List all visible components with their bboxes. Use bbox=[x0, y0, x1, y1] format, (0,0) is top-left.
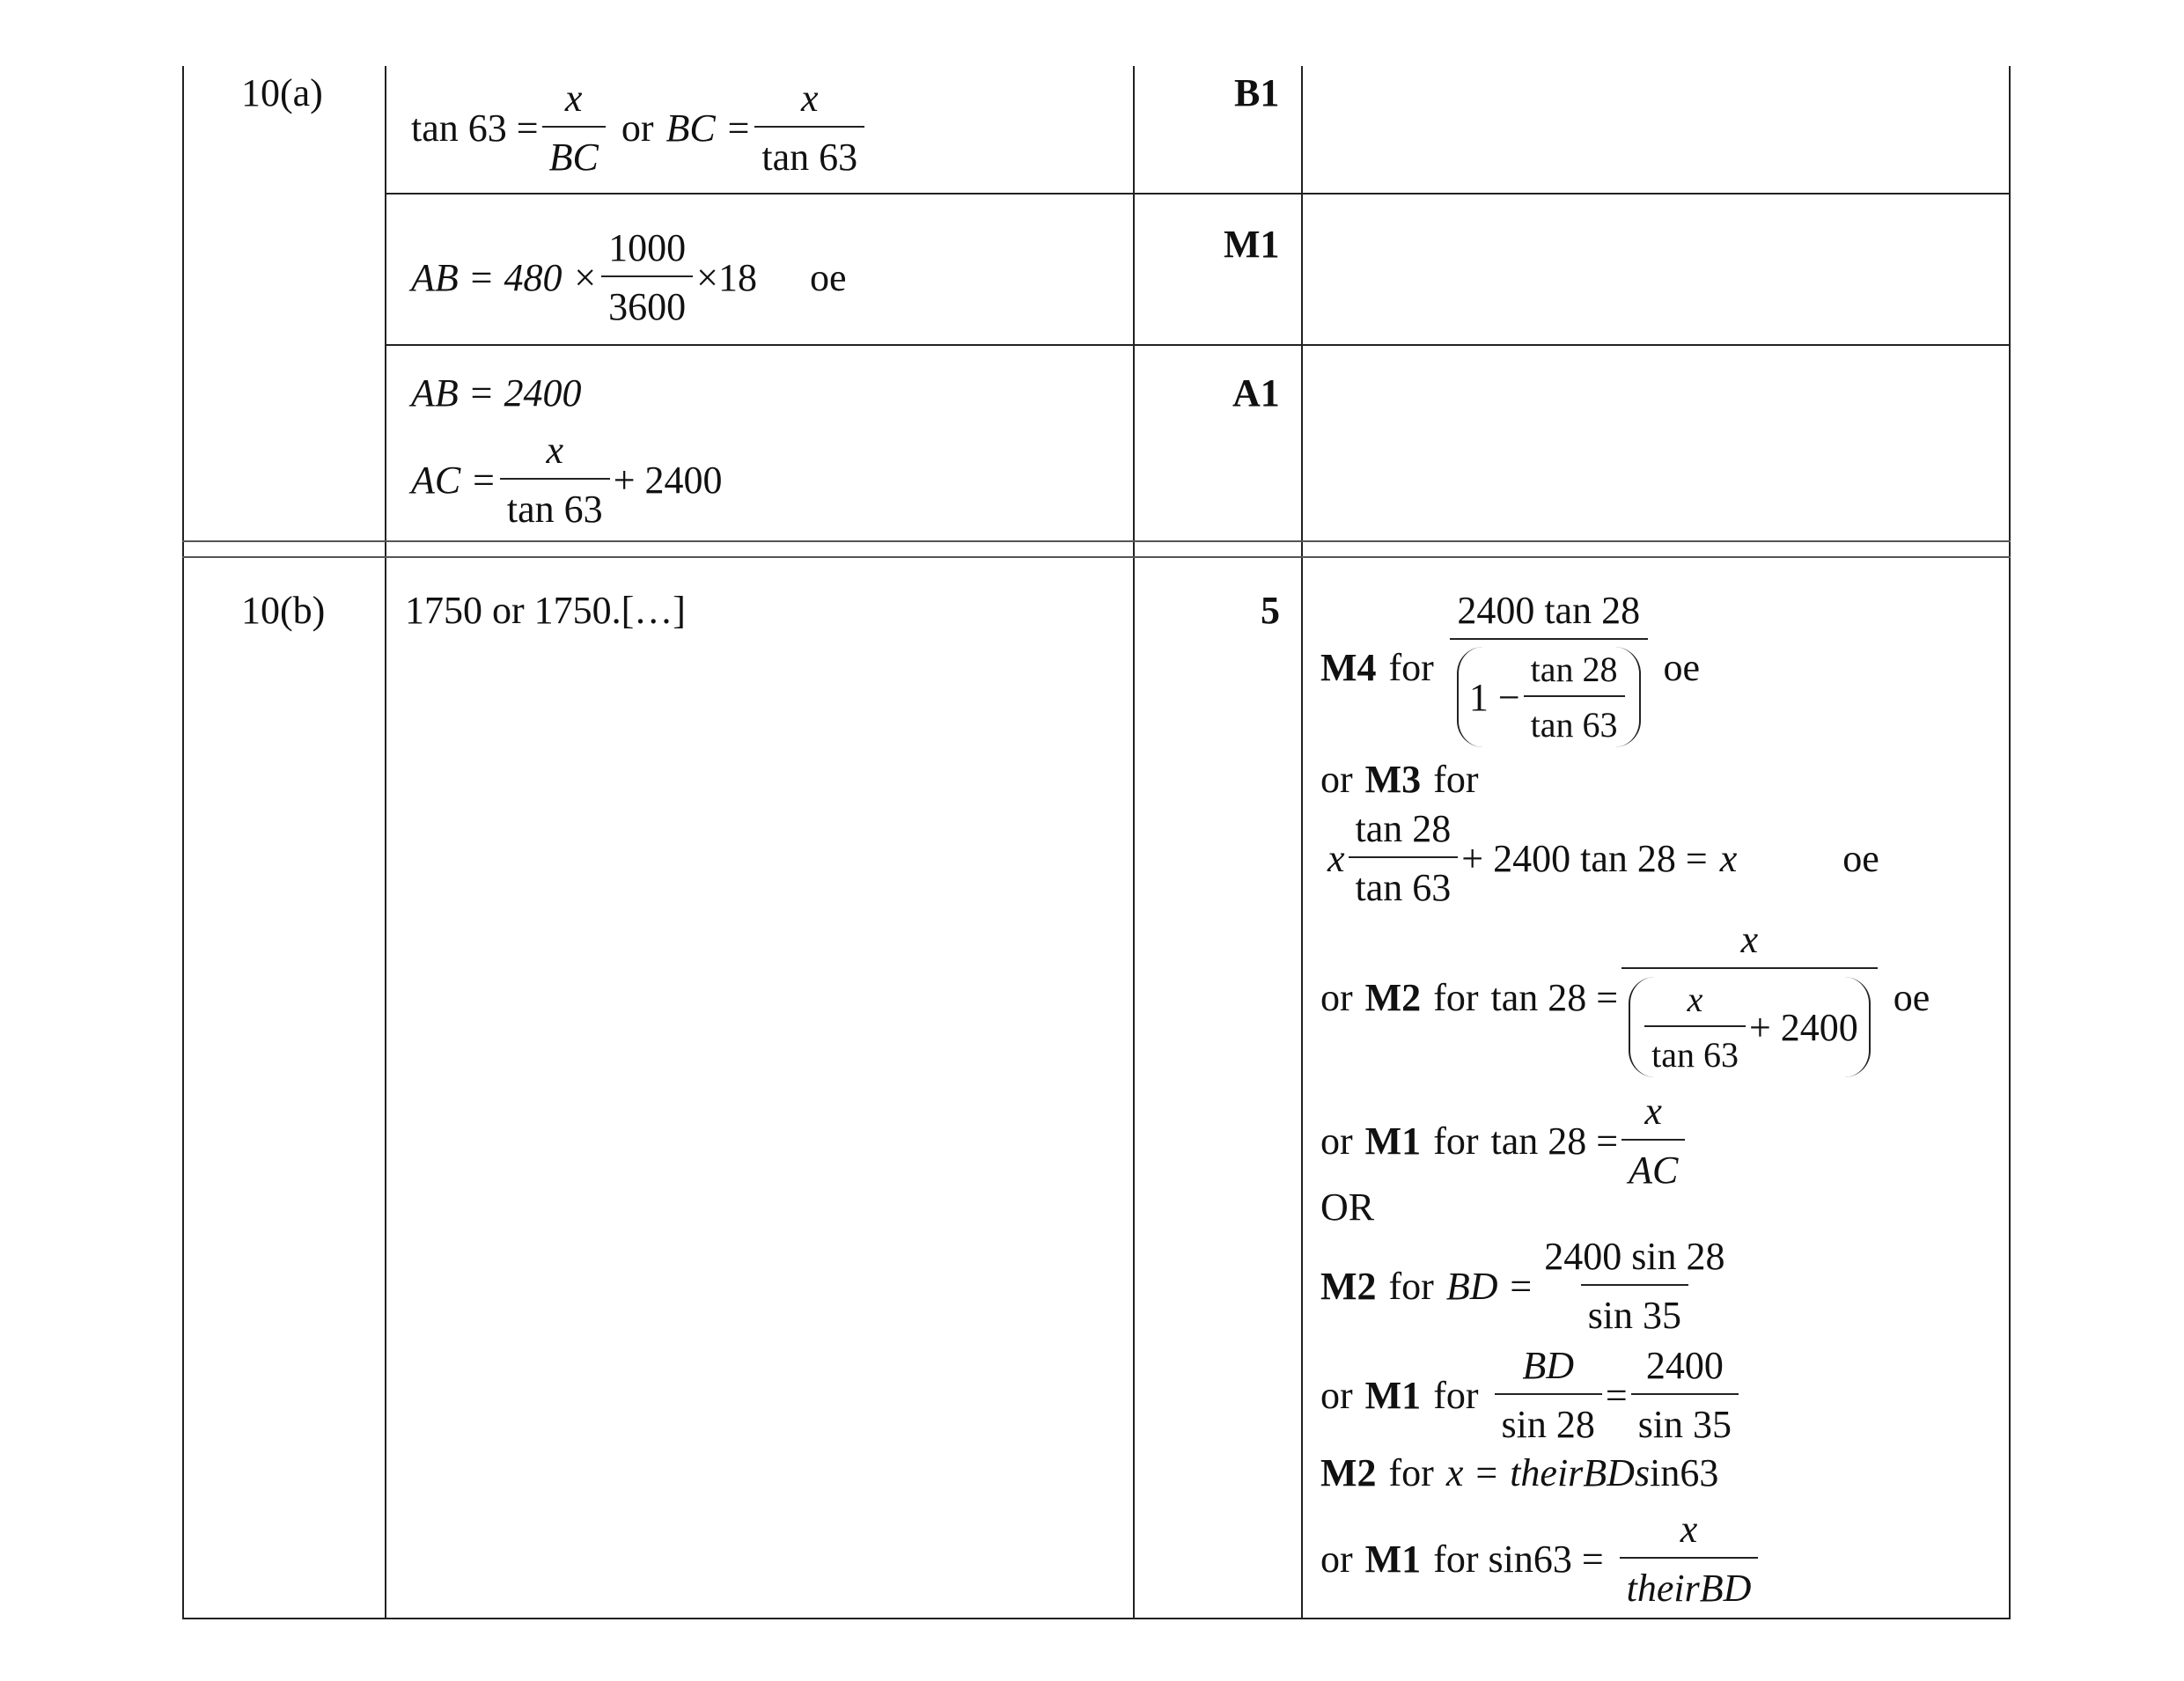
mark-code: M2 bbox=[1320, 1264, 1377, 1308]
mark-code: M1 bbox=[1364, 1537, 1422, 1581]
fraction-numerator: tan 28 bbox=[1530, 650, 1618, 689]
fraction-numerator: tan 28 bbox=[1355, 807, 1452, 850]
answer-10a-row3 bbox=[411, 428, 723, 532]
column-divider-1 bbox=[385, 66, 386, 1619]
fraction-denominator: AC bbox=[1621, 1139, 1685, 1193]
mark-a1: A1 bbox=[1232, 371, 1280, 415]
mark-code: M1 bbox=[1364, 1119, 1422, 1163]
fraction-numerator: x bbox=[1740, 918, 1759, 961]
fraction-numerator: x bbox=[546, 429, 564, 472]
fraction-m2 bbox=[1621, 917, 1878, 1077]
for-text: for bbox=[1433, 1373, 1479, 1417]
column-divider-3 bbox=[1301, 66, 1303, 1619]
table-border-bottom bbox=[182, 1618, 2011, 1619]
fraction-numerator: x bbox=[1687, 980, 1703, 1019]
fraction-denominator: sin 35 bbox=[1631, 1393, 1739, 1447]
fraction-denominator: tan 63 bbox=[1644, 1025, 1746, 1075]
fraction-denominator: theirBD bbox=[1620, 1557, 1759, 1611]
or-text: or bbox=[1320, 758, 1353, 801]
expr-ab: AB = 480 × bbox=[411, 255, 599, 299]
fraction-tan28-over-tan63 bbox=[1349, 806, 1459, 910]
fraction-numerator: BD bbox=[1522, 1344, 1574, 1387]
bracket-expression bbox=[1457, 647, 1641, 747]
equals-sign: = bbox=[1475, 1451, 1498, 1494]
mark-5: 5 bbox=[1261, 589, 1280, 632]
guidance-m2-x bbox=[1320, 1450, 1718, 1495]
fraction-x-over-tan63 bbox=[500, 428, 610, 532]
fraction-denominator: 3600 bbox=[601, 275, 693, 329]
fraction-x-over-tan63 bbox=[754, 76, 864, 180]
expr-ac: AC = bbox=[411, 458, 496, 502]
fraction-denominator bbox=[1450, 638, 1648, 747]
fraction-numerator: x bbox=[1644, 1090, 1662, 1133]
var-x: x bbox=[1719, 836, 1738, 880]
for-text: for bbox=[1433, 975, 1479, 1019]
mark-code: M3 bbox=[1364, 758, 1422, 801]
mark-b1: B1 bbox=[1234, 71, 1280, 114]
column-divider-2 bbox=[1133, 66, 1135, 1619]
alternative-or: OR bbox=[1320, 1186, 1375, 1229]
answer-10a-row2 bbox=[411, 225, 847, 329]
or-text: or bbox=[1320, 1537, 1353, 1581]
for-sin63-text: for sin63 = bbox=[1433, 1537, 1604, 1581]
for-text: for bbox=[1388, 1264, 1434, 1308]
mark-code: M1 bbox=[1364, 1373, 1422, 1417]
row-divider-a2 bbox=[385, 344, 2011, 346]
mark-m1: M1 bbox=[1224, 223, 1280, 266]
fraction-denominator: tan 63 bbox=[754, 126, 864, 180]
times-18: ×18 bbox=[696, 255, 757, 299]
rhs-expression: + 2400 tan 28 = bbox=[1461, 836, 1708, 880]
fraction-x-over-tan63 bbox=[1644, 979, 1746, 1075]
expr-tan28: tan 28 = bbox=[1490, 975, 1619, 1019]
answer-10b: 1750 or 1750.[…] bbox=[405, 589, 686, 632]
guidance-m3-expression bbox=[1327, 806, 1879, 910]
guidance-m2-tan bbox=[1320, 917, 1930, 1077]
expr-ab-2400: AB = 2400 bbox=[411, 371, 582, 415]
for-text: for bbox=[1433, 758, 1479, 801]
fraction-m4 bbox=[1450, 588, 1648, 747]
bracket-expression bbox=[1629, 977, 1871, 1077]
fraction-tan28-over-tan63 bbox=[1524, 649, 1625, 745]
guidance-m1-sin63 bbox=[1320, 1507, 1761, 1611]
fraction-denominator bbox=[1621, 967, 1878, 1077]
or-text: or bbox=[621, 106, 654, 150]
var-x: x bbox=[1445, 1451, 1464, 1494]
mark-code: M2 bbox=[1320, 1451, 1377, 1494]
fraction-x-over-theirbd bbox=[1620, 1507, 1759, 1611]
question-label-10a: 10(a) bbox=[241, 71, 323, 114]
guidance-m2-bd bbox=[1320, 1234, 1736, 1338]
for-text: for bbox=[1388, 646, 1434, 689]
oe-text: oe bbox=[1893, 975, 1930, 1019]
or-text: or bbox=[1320, 1373, 1353, 1417]
plus-2400: + 2400 bbox=[1748, 1005, 1858, 1049]
expr-bd: BD = bbox=[1445, 1264, 1534, 1308]
fraction-numerator: 2400 sin 28 bbox=[1544, 1235, 1725, 1278]
fraction-numerator: x bbox=[1680, 1508, 1698, 1551]
sin63-tail: in63 bbox=[1650, 1451, 1719, 1494]
fraction-x-over-bc bbox=[542, 76, 606, 180]
question-label-10b: 10(b) bbox=[241, 589, 326, 632]
fraction-numerator: x bbox=[564, 77, 583, 120]
table-border-right bbox=[2009, 66, 2011, 1619]
their-bd: theirBDs bbox=[1510, 1451, 1651, 1494]
or-text: or bbox=[1320, 975, 1353, 1019]
plus-2400: + 2400 bbox=[613, 458, 723, 502]
fraction-2400-over-sin35 bbox=[1631, 1343, 1739, 1447]
expr-bc: BC = bbox=[665, 106, 752, 150]
guidance-m3-heading bbox=[1320, 757, 1479, 802]
fraction-denominator: sin 28 bbox=[1495, 1393, 1602, 1447]
equals-sign: = bbox=[1605, 1373, 1628, 1417]
fraction-1000-over-3600 bbox=[601, 225, 693, 329]
row-divider-a1 bbox=[385, 193, 2011, 195]
fraction-bd-over-sin28 bbox=[1495, 1343, 1602, 1447]
fraction-denominator: BC bbox=[542, 126, 606, 180]
mark-code: M4 bbox=[1320, 646, 1377, 689]
fraction-numerator: x bbox=[801, 77, 819, 120]
oe-text: oe bbox=[1842, 836, 1879, 880]
fraction-numerator: 2400 bbox=[1645, 1344, 1724, 1387]
table-border-left bbox=[182, 66, 184, 1619]
for-text: for bbox=[1433, 1119, 1479, 1163]
guidance-m1-tan bbox=[1320, 1089, 1688, 1193]
or-text: or bbox=[1320, 1119, 1353, 1163]
expr-tan63: tan 63 = bbox=[411, 106, 539, 150]
oe-text: oe bbox=[1663, 646, 1701, 689]
question-separator-bottom bbox=[182, 556, 2011, 558]
fraction-numerator: 2400 tan 28 bbox=[1457, 589, 1641, 632]
fraction-denominator: tan 63 bbox=[500, 478, 610, 532]
one-minus: 1 − bbox=[1468, 675, 1520, 719]
fraction-denominator: tan 63 bbox=[1524, 695, 1625, 745]
guidance-m1-sine-rule bbox=[1320, 1343, 1742, 1447]
answer-10a-row1 bbox=[411, 76, 868, 180]
mark-code: M2 bbox=[1364, 975, 1422, 1019]
oe-text: oe bbox=[809, 255, 847, 299]
question-separator-top bbox=[182, 540, 2011, 542]
fraction-numerator: 1000 bbox=[608, 226, 687, 269]
fraction-denominator: tan 63 bbox=[1349, 856, 1459, 910]
fraction-x-over-ac bbox=[1621, 1089, 1685, 1193]
for-text: for bbox=[1388, 1451, 1434, 1494]
guidance-m4 bbox=[1320, 588, 1700, 747]
fraction-denominator: sin 35 bbox=[1581, 1284, 1688, 1338]
fraction-bd bbox=[1537, 1234, 1732, 1338]
expr-tan28: tan 28 = bbox=[1490, 1119, 1619, 1163]
var-x: x bbox=[1327, 836, 1345, 880]
